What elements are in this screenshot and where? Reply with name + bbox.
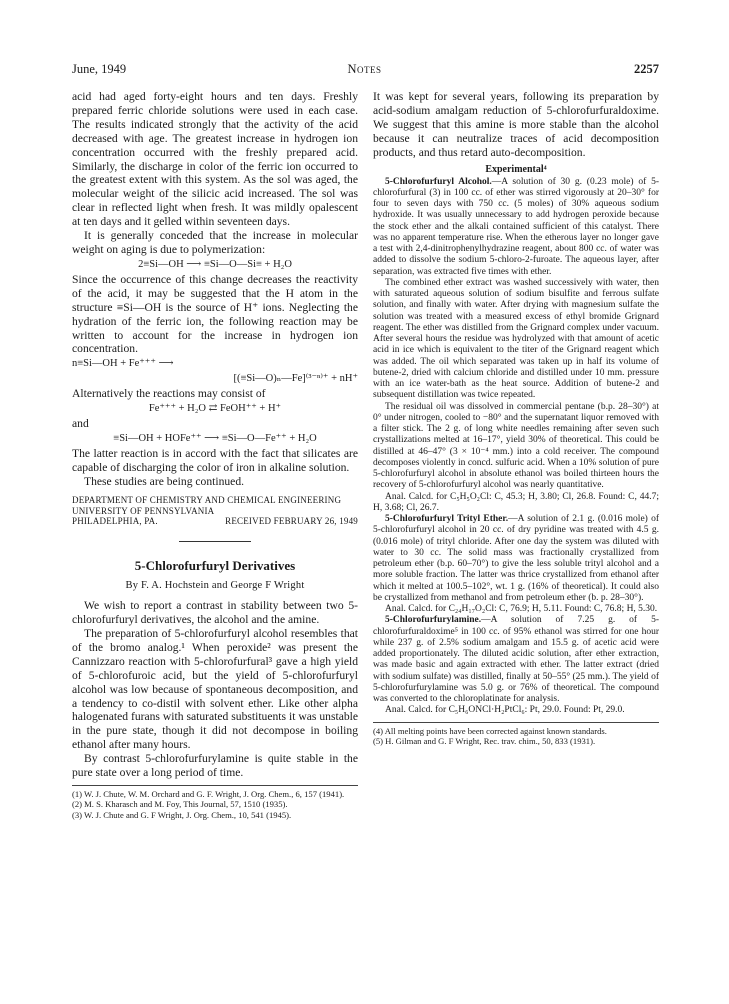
address-city: PHILADELPHIA, PA. [72,516,158,527]
equation-ferric-reaction-left: n≡Si—OH + Fe⁺⁺⁺ ⟶ [72,358,174,370]
paragraph: It was kept for several years, following its preparation by acid-sodium amalgam reduction of 5-chlorofurfuraldoxime. We suggest that this amine is more stable than the alcohol because it can neutralize traces of acid decomposition products, and thus retard auto-decomposition. [373,90,659,159]
paragraph-text: —A solution of 7.25 g. of 5-chlorofurfuraldoxime⁵ in 100 cc. of 95% ethanol was stirred for one hour while 237 g. of 2.5% sodium amalgam and 15.5 g. of acetic acid were added proportionately. The diluted acidic solution, after ether extraction, was made basic and again extracted with ether. The latter extract (dried with sodium sulfate) was distilled, finally at 50–55° (25 mm.). The yield of 5-chlorofurfurylamine was 5.0 g. or 76% of theoretical. The compound was converted to the chloroplatinate for analysis. [373,615,659,705]
paragraph: These studies are being continued. [84,474,245,488]
equation-hydrolysis: Fe⁺⁺⁺ + H₂O ⇄ FeOH⁺⁺ + H⁺ [148,403,282,415]
paragraph: acid had aged forty-eight hours and ten days. Freshly prepared ferric chloride solutions were used in each case. The results indicated strongly that the activity of the acid decreased with age. The greatest increase in hydrogen ion concentration occurred with the freshly prepared acid. Similarly, the discharge in color of the ferric ion occurred to the greatest extent with this system. As the sol was aged, the molecular weight of the silicic acid increased. The sol was clear in reflected light when fresh. It was mildly opalescent at ten days and it gelled within seventeen days. [72,90,358,229]
footnote: (3) W. J. Chute and G. F Wright, J. Org. Chem., 10, 541 (1945). [72,809,292,820]
paragraph: The latter reaction is in accord with the fact that silicates are capable of discharging the color of iron in alkaline solution. [72,447,358,475]
header-page-number: 2257 [634,62,659,76]
footnote: (2) M. S. Kharasch and M. Foy, This Journal, 57, 1510 (1935). [72,799,288,810]
header-date: June, 1949 [72,62,127,76]
footnote: (5) H. Gilman and G. F Wright, Rec. trav. chim., 50, 833 (1931). [373,735,596,746]
paragraph: and [72,417,89,431]
footnote: (4) All melting points have been corrected against known standards. [373,725,607,736]
paragraph: Alternatively the reactions may consist of [72,387,266,401]
header-section: Notes [347,62,382,76]
analysis-line: Anal. Calcd. for C₂₄H₁₇O₂Cl: C, 76.9; H, 5.11. Found: C, 76.8; H, 5.30. [385,604,658,615]
paragraph: Since the occurrence of this change decreases the reactivity of the acid, it may be suggested that the H atom in the structure ≡Si—OH is the source of H⁺ ions. Neglecting the hydration of the ferric ion, the following reaction may be written to account for the increase in hydrogen ion concentration. [72,272,358,356]
analysis-line: Anal. Calcd. for C₅H₅O₂Cl: C, 45.3; H, 3.80; Cl, 26.8. Found: C, 44.7; H, 3.68; Cl, 26.7. [373,491,659,513]
paragraph-amine [373,615,659,705]
article-title: 5-Chlorofurfuryl Derivatives [134,558,296,574]
section-divider [179,541,251,542]
paragraph: The combined ether extract was washed successively with water, then with saturated aqueous solution of sodium bisulfite and ferrous sulfate solution, and finally with water. After drying with magnesium sulfate the solution was treated with a measured excess of ethyl bromide Grignard reagent. The ether was distilled from the Grignard complex under vacuum. After several hours the residue was hydrolyzed with that amount of acetic acid in ice which is equivalent to the titer of the Grignard reagent which was added. The oil which separated was taken up in half its volume of butene-2, dried with calcium chloride and distilled under 10 mm. pressure with an ice water-bath as the heat source. Addition of butene-2 and subsequent distillation was twice repeated. [373,277,659,401]
footnote-rule [72,785,358,786]
footnote-rule [373,722,659,723]
equation-silicate: ≡Si—OH + HOFe⁺⁺ ⟶ ≡Si—O—Fe⁺⁺ + H₂O [113,433,317,445]
left-column [72,90,358,820]
paragraph: By contrast 5-chlorofurfurylamine is quite stable in the pure state over a long period of time. [72,752,358,780]
paragraph-text: —A solution of 30 g. (0.23 mole) of 5-chlorofurfural (3) in 100 cc. of ether was stirred vigorously at 20–30° for four to seven days with 750 cc. (5 moles) of 30% aqueous sodium hydroxide. It was usually unnecessary to add hydrogen peroxide because the stock ether and the alkali contained sufficient of this catalyst. There was no apparent temperature rise. When the etherous layer no longer gave a test with 2,4-dinitrophenylhydrazine reagent, about 800 cc. of water was added to dissolve the sodium 5-chloro-2-furoate. The aqueous layer, after separation, was extracted five times with ether. [373,176,660,277]
equation-ferric-reaction-right: [(≡Si—O)ₙ—Fe]⁽³⁻ⁿ⁾⁺ + nH⁺ [233,373,358,385]
run-in-heading: 5-Chlorofurfurylamine. [385,615,482,626]
address-row [72,516,358,527]
address-line: DEPARTMENT OF CHEMISTRY AND CHEMICAL ENGINEERING [72,494,342,505]
address-line: UNIVERSITY OF PENNSYLVANIA [72,505,215,516]
paragraph: The residual oil was dissolved in commercial pentane (b.p. 28–30°) at 0° under nitrogen, cooled to −80° and the supernatant liquor removed with a filter stick. The 2 g. of long white needles remaining after seven such crystallizations melted at 16–17°, yield 30% of theoretical. This could be distilled at 46–47° (3 × 10⁻⁴ mm.) into a cold receiver. The compound decomposes violently in concd. sulfuric acid. When a 10% solution of pure 5-chlorofurfuryl alcohol in absolute ethanol was boiled thirteen hours the recovery of 5-chlorofurfuryl alcohol was nearly quantitative. [373,401,659,491]
paragraph: It is generally conceded that the increase in molecular weight on aging is due to polymerization: [72,229,358,256]
section-heading: Experimental⁴ [485,163,547,175]
run-in-heading: 5-Chlorofurfuryl Alcohol. [385,176,492,187]
right-column [373,90,659,746]
paragraph: The preparation of 5-chlorofurfuryl alcohol resembles that of the bromo analog.¹ When peroxide² was present the Cannizzaro reaction with 5-chlorofurfural³ gave a high yield of 5-chlorofuroic acid, but the yield of 5-chlorofurfuryl alcohol was low because of spontaneous decomposition, and a tendency to co-distil with solvent ether. Like other alpha halogenated furans with saturated substituents it was unstable in the pure state, though it did not decompose in boiling ethanol after many hours. [72,627,358,752]
paragraph-text: —A solution of 2.1 g. (0.016 mole) of 5-chlorofurfuryl alcohol in 20 cc. of dry pyridine was treated with 4.5 g. (0.016 mole) of trityl chloride. After one day the system was diluted with water to 30 cc. The solid mass was fractionally crystallized from petroleum ether (b.p. 60–70°) to give the less soluble trityl alcohol and a more soluble fraction. The latter was thrice crystallized from ethanol after which it melted at 100.5–102°, wt. 1 g. (16% of theoretical). It could also be crystallized from methanol and from petroleum ether (b. p. 28–30°). [373,514,660,603]
author-address [72,495,358,527]
received-date: RECEIVED FEBRUARY 26, 1949 [225,516,358,527]
equation-polymerization: 2≡Si—OH ⟶ ≡Si—O—Si≡ + H₂O [138,258,292,270]
article-byline: By F. A. Hochstein and George F Wright [125,580,305,592]
paragraph-alcohol [373,177,659,278]
footnote: (1) W. J. Chute, W. M. Orchard and G. F. Wright, J. Org. Chem., 6, 157 (1941). [72,789,345,800]
paragraph-trityl [373,514,659,604]
run-in-heading: 5-Chlorofurfuryl Trityl Ether. [385,514,509,525]
analysis-line: Anal. Calcd. for C₅H₆ONCl·H₂PtCl₆: Pt, 29.0. Found: Pt, 29.0. [385,705,625,716]
paragraph: We wish to report a contrast in stability between two 5-chlorofurfuryl derivatives, the alcohol and the amine. [72,599,358,627]
